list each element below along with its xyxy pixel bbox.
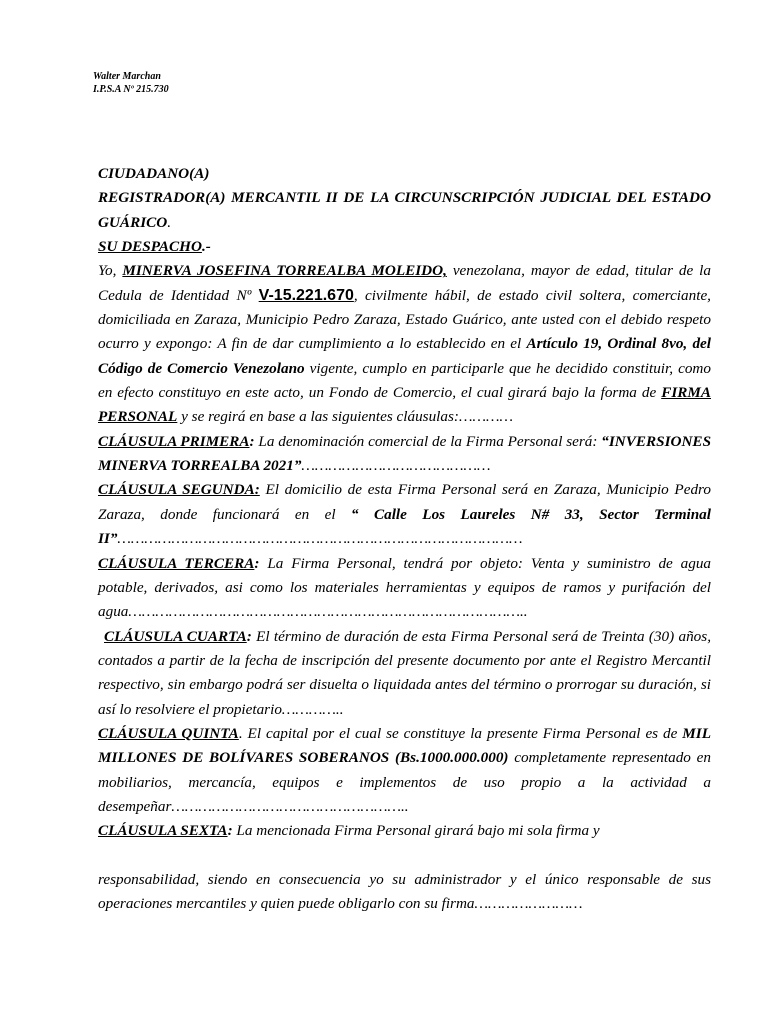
legal-article: Artículo 19, Ordinal 8vo, del Código de Comercio Venezolano — [98, 335, 711, 377]
addressee-registry: REGISTRADOR(A) MERCANTIL II DE LA CIRCUNSCRIPCIÓN JUDICIAL DEL ESTADO GUÁRICO — [98, 189, 711, 231]
intro-text-2: venezolana, mayor de edad, titular de la Cedula de Identidad Nº — [98, 262, 711, 304]
clausula-segunda-text: El domicilio de esta Firma Personal será en Zaraza, Municipio Pedro Zaraza, donde funcionará en el — [98, 481, 711, 523]
clausula-sexta-label: CLÁUSULA SEXTA — [98, 822, 228, 840]
clausula-tercera — [98, 552, 711, 625]
su-despacho — [98, 235, 711, 259]
clausula-tercera-colon: : — [254, 554, 260, 572]
clausula-primera-dots: …………………………………… — [301, 457, 491, 475]
clausula-cuarta — [98, 625, 711, 722]
intro-text-1: Yo, — [98, 262, 123, 280]
paragraph-gap — [98, 844, 711, 868]
clausula-primera — [98, 430, 711, 479]
su-despacho-tail: .- — [201, 238, 211, 256]
clausula-segunda — [98, 478, 711, 551]
clausula-cuarta-colon: : — [246, 627, 252, 645]
document-header — [93, 70, 169, 96]
clausula-cuarta-text: El término de duración de esta Firma Personal será de Treinta (30) años, contados a partir de la fecha de inscripción del presente documento por ante el Registro Mercantil respectivo, sin embargo podrá ser disuelta o liquidada antes del término o prorrogar su duración, si así lo resolviere el propietario………….. — [98, 627, 711, 718]
intro-text-5: y se regirá en base a las siguientes cláusulas:………… — [177, 408, 513, 426]
clausula-primera-label: CLÁUSULA PRIMERA — [98, 432, 250, 450]
addressee-line2 — [98, 186, 711, 235]
cedula-number: V-15.221.670 — [258, 286, 354, 304]
clausula-segunda-dots: ……………………………………………………………………………… — [117, 530, 523, 548]
company-address: “ Calle Los Laureles N# 33, Sector Terminal II” — [98, 505, 711, 548]
clausula-tercera-label: CLÁUSULA TERCERA — [98, 554, 255, 572]
clausula-primera-text: La denominación comercial de la Firma Personal será: — [254, 432, 602, 450]
capital-amount: MIL MILLONES DE BOLÍVARES SOBERANOS (Bs.1000.000.000) — [98, 724, 711, 767]
clausula-cuarta-label: CLÁUSULA CUARTA — [104, 627, 247, 645]
clausula-sexta-continued: responsabilidad, siendo en consecuencia yo su administrador y el único responsable de sus operaciones mercantiles y quien puede obligarlo con su firma…………………… — [98, 870, 711, 912]
su-despacho-label: SU DESPACHO — [98, 238, 202, 256]
intro-paragraph — [98, 259, 711, 429]
firma-personal: FIRMA PERSONAL — [98, 384, 711, 426]
document-body — [98, 162, 711, 916]
applicant-name: MINERVA JOSEFINA TORREALBA MOLEIDO, — [122, 262, 447, 280]
addressee-line1: CIUDADANO(A) — [98, 165, 210, 182]
company-name: “INVERSIONES MINERVA TORREALBA 2021” — [98, 432, 712, 475]
clausula-primera-colon: : — [249, 432, 255, 450]
clausula-quinta-text: . El capital por el cual se constituye la presente Firma Personal es de — [238, 724, 683, 742]
addressee-line2-tail: . — [167, 213, 172, 231]
author-name: Walter Marchan — [93, 71, 161, 82]
clausula-sexta-colon: : — [227, 822, 233, 840]
clausula-tercera-text: La Firma Personal, tendrá por objeto: Venta y suministro de agua potable, derivados, asi como los materiales herramientas y equipos de ramos y purifación del agua…………………………………………………………………………….. — [98, 554, 712, 621]
clausula-sexta — [98, 819, 711, 843]
clausula-quinta-text-2: completamente representado en mobiliarios, mercancía, equipos e implementos de uso propio a la actividad a desempeñar…………………………………………….. — [98, 749, 711, 815]
intro-text-3: , civilmente hábil, de estado civil soltera, comerciante, domiciliada en Zaraza, Municipio Pedro Zaraza, Estado Guárico, ante usted con el debido respeto ocurro y expongo: A fin de dar cumplimiento a lo establecido en el — [98, 286, 711, 353]
clausula-quinta — [98, 722, 711, 819]
clausula-segunda-label: CLÁUSULA SEGUNDA: — [98, 481, 260, 499]
intro-text-4: vigente, cumplo en participarle que he decidido constituir, como en efecto constituyo en este acto, un Fondo de Comercio, el cual girará bajo la forma de — [98, 359, 711, 402]
clausula-quinta-label: CLÁUSULA QUINTA — [98, 724, 239, 742]
clausula-sexta-text: La mencionada Firma Personal girará bajo mi sola firma y — [232, 822, 600, 840]
author-ipsa: I.P.S.A Nº 215.730 — [93, 84, 169, 95]
